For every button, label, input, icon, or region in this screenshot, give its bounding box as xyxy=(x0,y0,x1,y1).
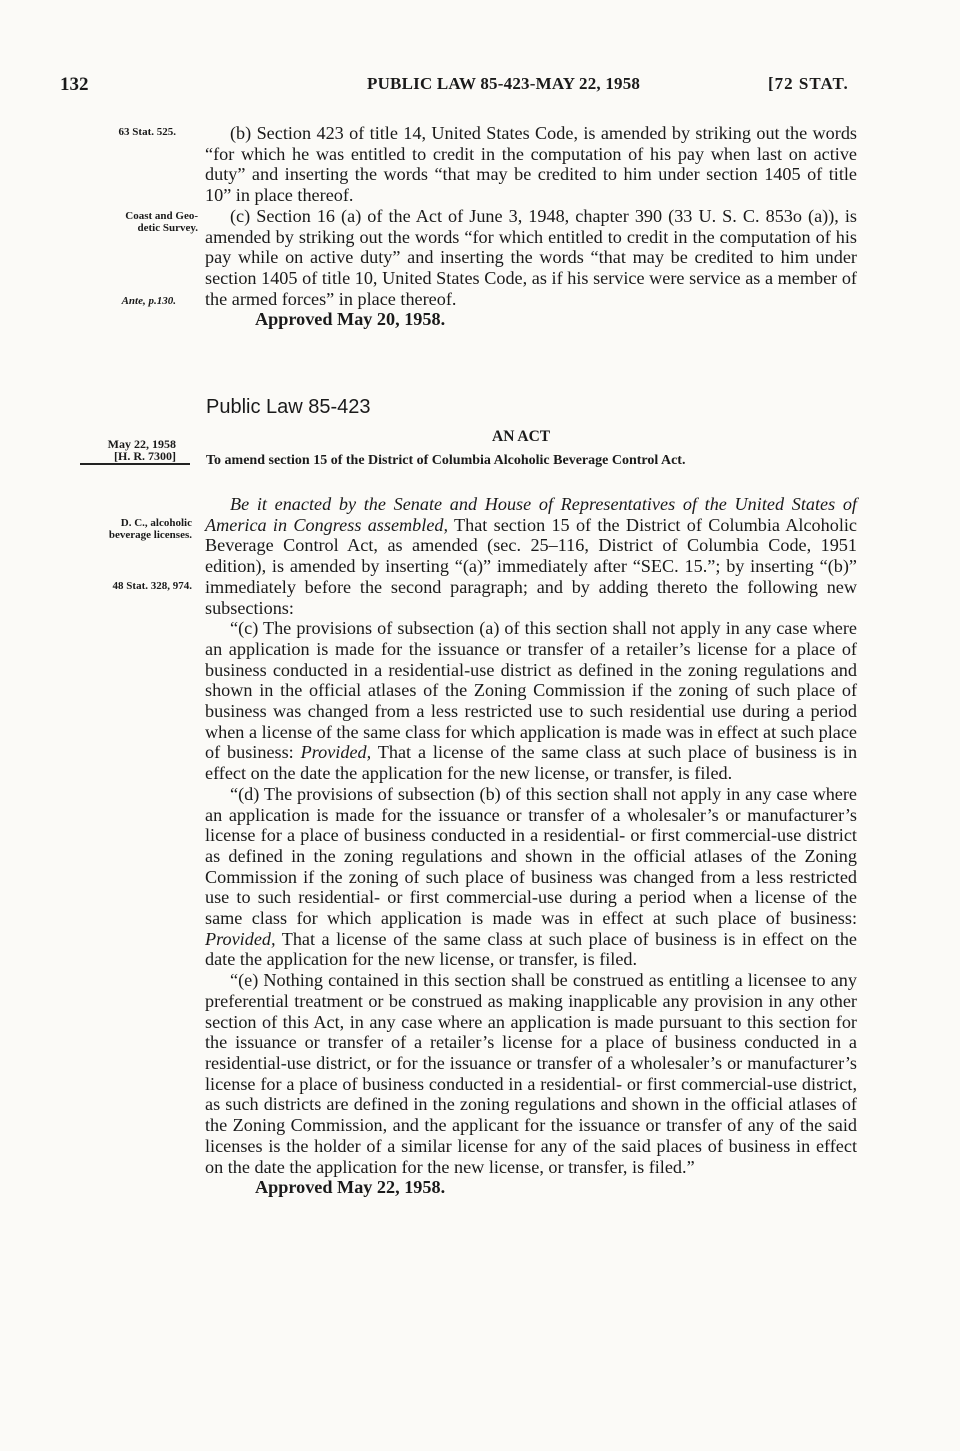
provided-word: Provided, xyxy=(205,928,276,949)
margin-note-date-bill xyxy=(46,438,176,462)
margin-note-63-stat: 63 Stat. 525. xyxy=(118,126,176,138)
margin-rule xyxy=(80,463,190,465)
subsection-d xyxy=(205,784,857,970)
subsection-c-text: “(c) The provisions of subsection (a) of this section shall not apply in any case where an application is made for the issuance or transfer of a retailer’s license for a place of business conducted in a residential-use district as defined in the zoning regulations and shown in the official atlases of the Zoning Commission if the zoning of such place of business was changed from a less restricted use to such residential use during a period when a license of the same class for which application is made was in effect at such place of business: xyxy=(205,618,857,763)
approved-line: Approved May 22, 1958. xyxy=(255,1177,446,1198)
subsection-e: “(e) Nothing contained in this section shall be construed as entitling a licensee to any preferential treatment or be construed as making inapplicable any provision in any other section of this Act, in any case where an application is made pursuant to this section for the issuance or transfer of a retailer’s license for a place of business conducted in a residential-use district, or for the issuance or transfer of a wholesaler’s or manufacturer’s license for a place of business conducted in a residential- or first commercial-use district, as such districts are defined in the zoning regulations and shown in the official atlases of the Zoning Commission, and the applicant for the issuance or transfer of any of the said licenses is the holder of a similar license for any of the said places of business in effect on the date the application for the new license, or transfer, is filed.” xyxy=(205,970,857,1177)
enacting-clause: Be it enacted by the Senate and House of Representatives of the United States of America in Congress assembled, xyxy=(205,494,857,535)
provided-word: Provided, xyxy=(300,742,372,763)
paragraph-c: (c) Section 16 (a) of the Act of June 3, 1948, chapter 390 (33 U. S. C. 853o (a)), is amended by striking out the words “for which entitled to credit in the computation of his pay while on active duty” and inserting the words “that may be credited to him under section 1405 of title 10, United States Code, as if his service were service as a member of the armed forces” in place thereof. xyxy=(205,205,857,309)
public-law-heading: Public Law 85-423 xyxy=(206,396,371,418)
intro-text: That section 15 of the District of Columbia Alcoholic Beverage Control Act, as amended (sec. 25–116, District of Columbia Code, 1951 edition), is amended by inserting “(a)” immediately after “SEC. 15.”; by inserting “(b)” immediately before the second paragraph; and by adding thereto the following new subsections: xyxy=(205,514,858,618)
margin-note-dc-alcoholic xyxy=(62,517,192,541)
approved-line: Approved May 20, 1958. xyxy=(255,309,446,330)
subsection-d-text: “(d) The provisions of subsection (b) of this section shall not apply in any case where an application is made for the issuance or transfer of a wholesaler’s or manufacturer’s license for a place of business conducted in a residential- or first commercial-use district as defined in the zoning regulations and shown in the official atlases of the Zoning Commission if the zoning of such place of business was changed from a less restricted use to such residential- or first commercial-use during a period when a license of the same class for which application is made was in effect at such place of business: xyxy=(205,783,857,929)
prev-law-text xyxy=(205,123,857,330)
margin-note-ante: Ante, p.130. xyxy=(121,295,176,307)
paragraph-b: (b) Section 423 of title 14, United States Code, is amended by striking out the words “for which he was entitled to credit in the computation of his pay when last on active duty” and inserting the words “that may be credited to him under section 1405 of title 10” in place thereof. xyxy=(205,123,857,206)
running-title: PUBLIC LAW 85-423-MAY 22, 1958 xyxy=(367,74,641,93)
stat-volume: [72 STAT. xyxy=(768,74,849,93)
margin-note-line: beverage licenses. xyxy=(108,529,192,541)
subsection-c xyxy=(205,618,857,784)
margin-note-line: detic Survey. xyxy=(137,222,198,234)
enacting-paragraph xyxy=(205,494,857,618)
act-title: To amend section 15 of the District of Columbia Alcoholic Beverage Control Act. xyxy=(206,453,686,468)
margin-note-line: D. C., alcoholic xyxy=(120,517,192,529)
subsection-c-proviso: That a license of the same class at such place of business is in effect on the date the application for the new license, or transfer, is filed. xyxy=(205,742,858,784)
margin-note-48-stat: 48 Stat. 328, 974. xyxy=(112,580,192,592)
margin-note-line: Coast and Geo- xyxy=(125,210,198,222)
page-number: 132 xyxy=(60,74,89,95)
an-act-heading: AN ACT xyxy=(492,428,551,445)
margin-note-line: [H. R. 7300] xyxy=(114,449,176,463)
margin-note-coast-geodetic xyxy=(68,210,198,234)
new-law-text xyxy=(205,494,857,1198)
margin-note-line: May 22, 1958 xyxy=(107,437,176,451)
subsection-d-proviso: That a license of the same class at such place of business is in effect on the date the application for the new license, or transfer, is filed. xyxy=(205,928,857,970)
